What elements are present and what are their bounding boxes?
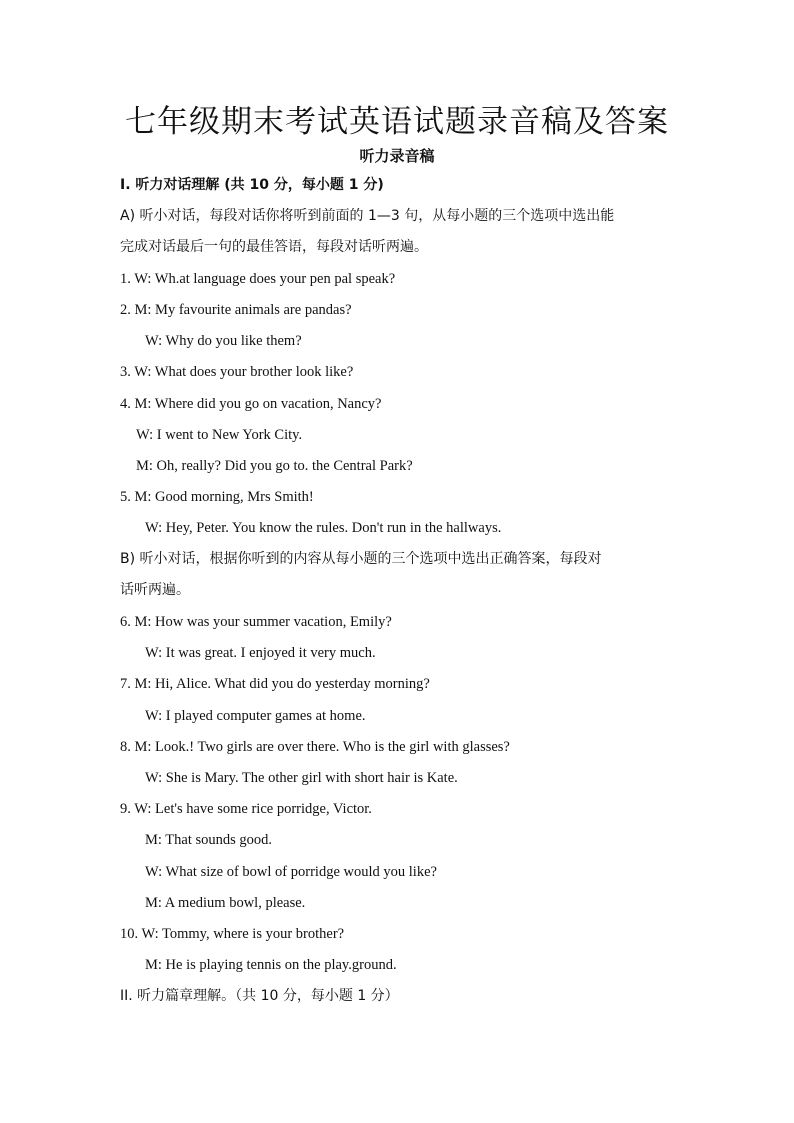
dialogue-line: W: Hey, Peter. You know the rules. Don't run in the hallways. (145, 520, 502, 536)
dialogue-line: W: Why do you like them? (145, 333, 302, 349)
dialogue-line: 2. M: My favourite animals are pandas? (120, 302, 352, 318)
dialogue-line: W: It was great. I enjoyed it very much. (145, 645, 376, 661)
dialogue-line: W: What size of bowl of porridge would you like? (145, 864, 437, 880)
dialogue-line: M: He is playing tennis on the play.ground. (145, 957, 397, 973)
part-a-instruction-line-1: A) 听小对话，每段对话你将听到前面的 1—3 句，从每小题的三个选项中选出能 (120, 208, 615, 224)
part-b-instruction-line-2: 话听两遍。 (120, 582, 190, 598)
dialogue-line: M: A medium bowl, please. (145, 895, 306, 911)
dialogue-line: 7. M: Hi, Alice. What did you do yesterday morning? (120, 676, 430, 692)
section-2-heading: II. 听力篇章理解。（共 10 分，每小题 1 分） (120, 988, 399, 1004)
document-subtitle: 听力录音稿 (359, 147, 435, 165)
dialogue-line: 9. W: Let's have some rice porridge, Victor. (120, 801, 372, 817)
part-b-instruction-line-1: B) 听小对话，根据你听到的内容从每小题的三个选项中选出正确答案，每段对 (120, 551, 602, 567)
dialogue-line: 8. M: Look.! Two girls are over there. Who is the girl with glasses? (120, 739, 510, 755)
dialogue-line: 3. W: What does your brother look like? (120, 364, 354, 380)
dialogue-line: 5. M: Good morning, Mrs Smith! (120, 489, 314, 505)
dialogue-line: 4. M: Where did you go on vacation, Nancy? (120, 396, 382, 412)
section-1-heading: I. 听力对话理解 (共 10 分，每小题 1 分) (120, 177, 384, 193)
dialogue-line: W: I played computer games at home. (145, 708, 366, 724)
dialogue-line: 10. W: Tommy, where is your brother? (120, 926, 345, 942)
document-title: 七年级期末考试英语试题录音稿及答案 (125, 104, 669, 140)
part-a-instruction-line-2: 完成对话最后一句的最佳答语，每段对话听两遍。 (120, 239, 428, 255)
dialogue-line: W: She is Mary. The other girl with short hair is Kate. (145, 770, 458, 786)
dialogue-line: 6. M: How was your summer vacation, Emily? (120, 614, 392, 630)
dialogue-line: 1. W: Wh.at language does your pen pal speak? (120, 271, 396, 287)
dialogue-line: W: I went to New York City. (136, 427, 303, 443)
dialogue-line: M: That sounds good. (145, 832, 273, 848)
dialogue-line: M: Oh, really? Did you go to. the Central Park? (136, 458, 413, 474)
